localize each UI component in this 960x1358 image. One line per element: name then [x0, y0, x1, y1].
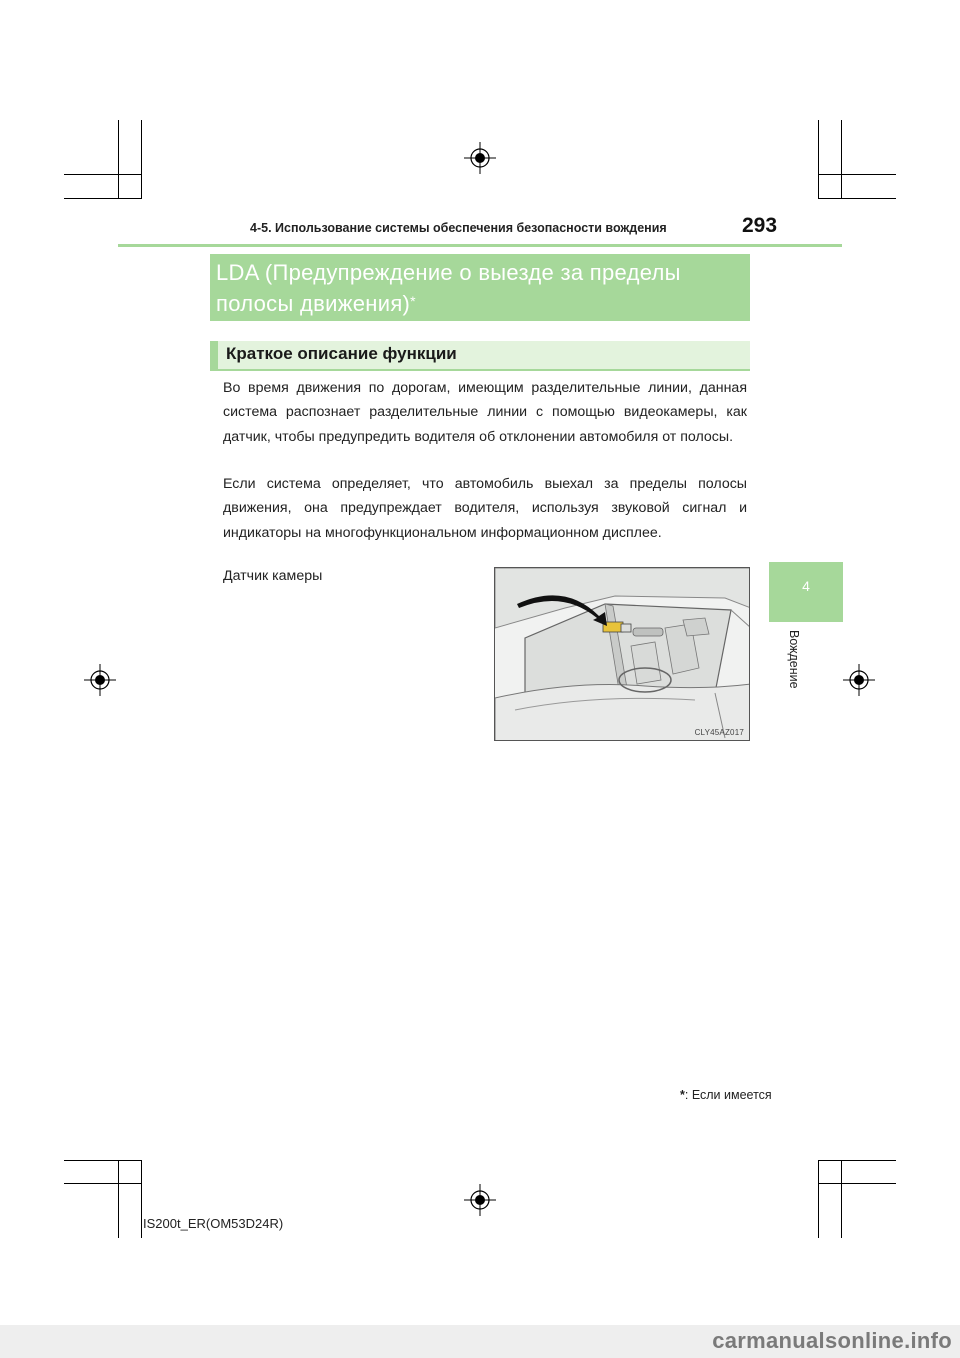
registration-mark-icon — [464, 1184, 496, 1216]
crop-mark — [818, 174, 896, 175]
car-interior-drawing — [495, 568, 750, 741]
page-number: 293 — [742, 214, 778, 237]
camera-sensor-illustration — [494, 567, 750, 741]
chapter-label: Вождение — [787, 630, 801, 689]
crop-mark — [64, 1183, 142, 1184]
document-id: IS200t_ER(OM53D24R) — [143, 1216, 284, 1231]
crop-mark — [818, 120, 819, 198]
crop-mark — [818, 1183, 896, 1184]
crop-mark — [141, 1160, 142, 1238]
crop-mark — [141, 120, 142, 198]
crop-mark — [64, 198, 142, 199]
section-header: 4-5. Использование системы обеспечения безопасности вождения — [250, 221, 667, 235]
header-divider — [118, 244, 842, 247]
page-title — [216, 257, 746, 319]
crop-mark — [118, 120, 119, 198]
crop-mark — [818, 1160, 819, 1238]
chapter-number: 4 — [802, 578, 810, 594]
camera-sensor-label: Датчик камеры — [223, 568, 323, 584]
crop-mark — [818, 198, 896, 199]
body-paragraph-1: Во время движения по дорогам, имеющим разделительные линии, данная система распознает разделительные линии с помощью видеокамеры, как датчик, чтобы предупредить водителя об отклонении автомобиля от полосы. — [223, 380, 747, 445]
subsection-accent-bar — [210, 341, 218, 370]
crop-mark — [118, 1160, 119, 1238]
registration-mark-icon — [84, 664, 116, 696]
footnote-marker: * — [410, 293, 416, 309]
crop-mark — [818, 1160, 896, 1161]
figure-code: CLY45AZ017 — [694, 728, 744, 737]
crop-mark — [841, 1160, 842, 1238]
subsection-title: Краткое описание функции — [226, 344, 457, 363]
crop-mark — [64, 174, 142, 175]
crop-mark — [64, 1160, 142, 1161]
title-line-2: полосы движения)* — [216, 291, 416, 316]
registration-mark-icon — [464, 142, 496, 174]
subsection-divider — [210, 369, 750, 371]
footnote-marker: * — [680, 1088, 685, 1102]
registration-mark-icon — [843, 664, 875, 696]
watermark-text: carmanualsonline.info — [712, 1328, 952, 1353]
title-line-1: LDA (Предупреждение о выезде за пределы — [216, 260, 681, 285]
crop-mark — [841, 120, 842, 198]
footnote: *: Если имеется — [680, 1088, 772, 1102]
body-paragraph-2: Если система определяет, что автомобиль выехал за пределы полосы движения, она предупреждает водителя, используя звуковой сигнал и индикаторы на многофункциональном информационном дисплее. — [223, 476, 747, 541]
